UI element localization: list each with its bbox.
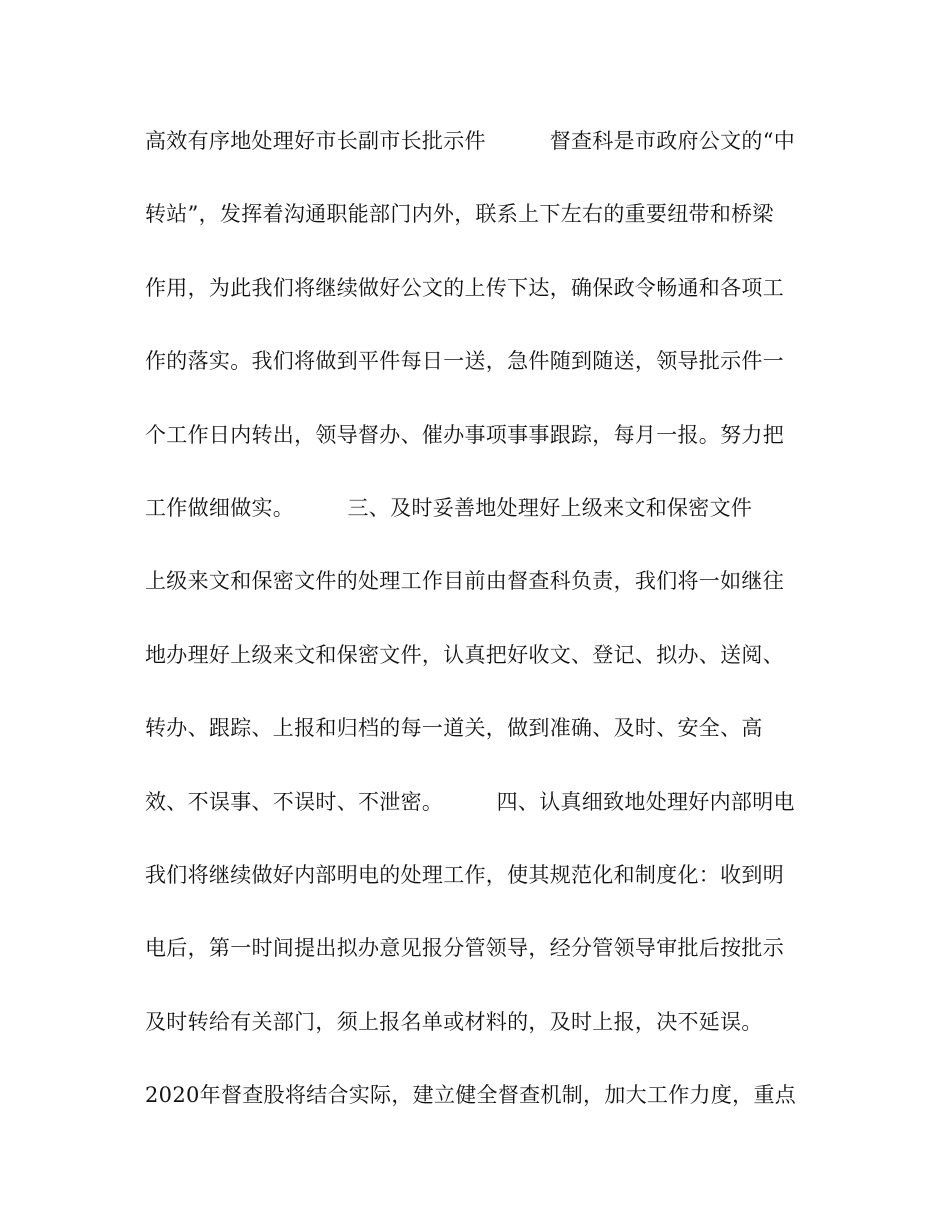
text-line-9: 转办、跟踪、上报和归档的每一道关，做到准确、及时、安全、高 [145,716,763,741]
text-line-1: 高效有序地处理好市长副市长批示件 督查科是市政府公文的“中 [145,129,796,153]
text-line-12: 电后，第一时间提出拟办意见报分管领导，经分管领导审批后按批示 [145,936,784,961]
text-line-8: 地办理好上级来文和保密文件，认真把好收文、登记、拟办、送阅、 [145,642,784,667]
text-line-13: 及时转给有关部门，须上报名单或材料的，及时上报，决不延误。 [145,1009,763,1034]
text-line-4: 作的落实。我们将做到平件每日一送，急件随到随送，领导批示件一 [145,349,784,374]
text-line-14: 2020年督查股将结合实际，建立健全督查机制，加大工作力度，重点 [145,1083,797,1108]
text-line-11: 我们将继续做好内部明电的处理工作，使其规范化和制度化：收到明 [145,862,784,887]
text-line-7: 上级来文和保密文件的处理工作目前由督查科负责，我们将一如继往 [145,569,784,594]
text-line-3: 作用，为此我们将继续做好公文的上传下达，确保政令畅通和各项工 [145,275,784,300]
text-line-6: 工作做细做实。 三、及时妥善地处理好上级来文和保密文件 [145,495,753,520]
text-line-2: 转站”，发挥着沟通职能部门内外，联系上下左右的重要纽带和桥梁 [145,202,774,227]
body-text [145,120,815,1147]
text-line-10: 效、不误事、不误时、不泄密。 四、认真细致地处理好内部明电 [145,789,795,814]
text-line-5: 个工作日内转出，领导督办、催办事项事事跟踪，每月一报。努力把 [145,422,784,447]
